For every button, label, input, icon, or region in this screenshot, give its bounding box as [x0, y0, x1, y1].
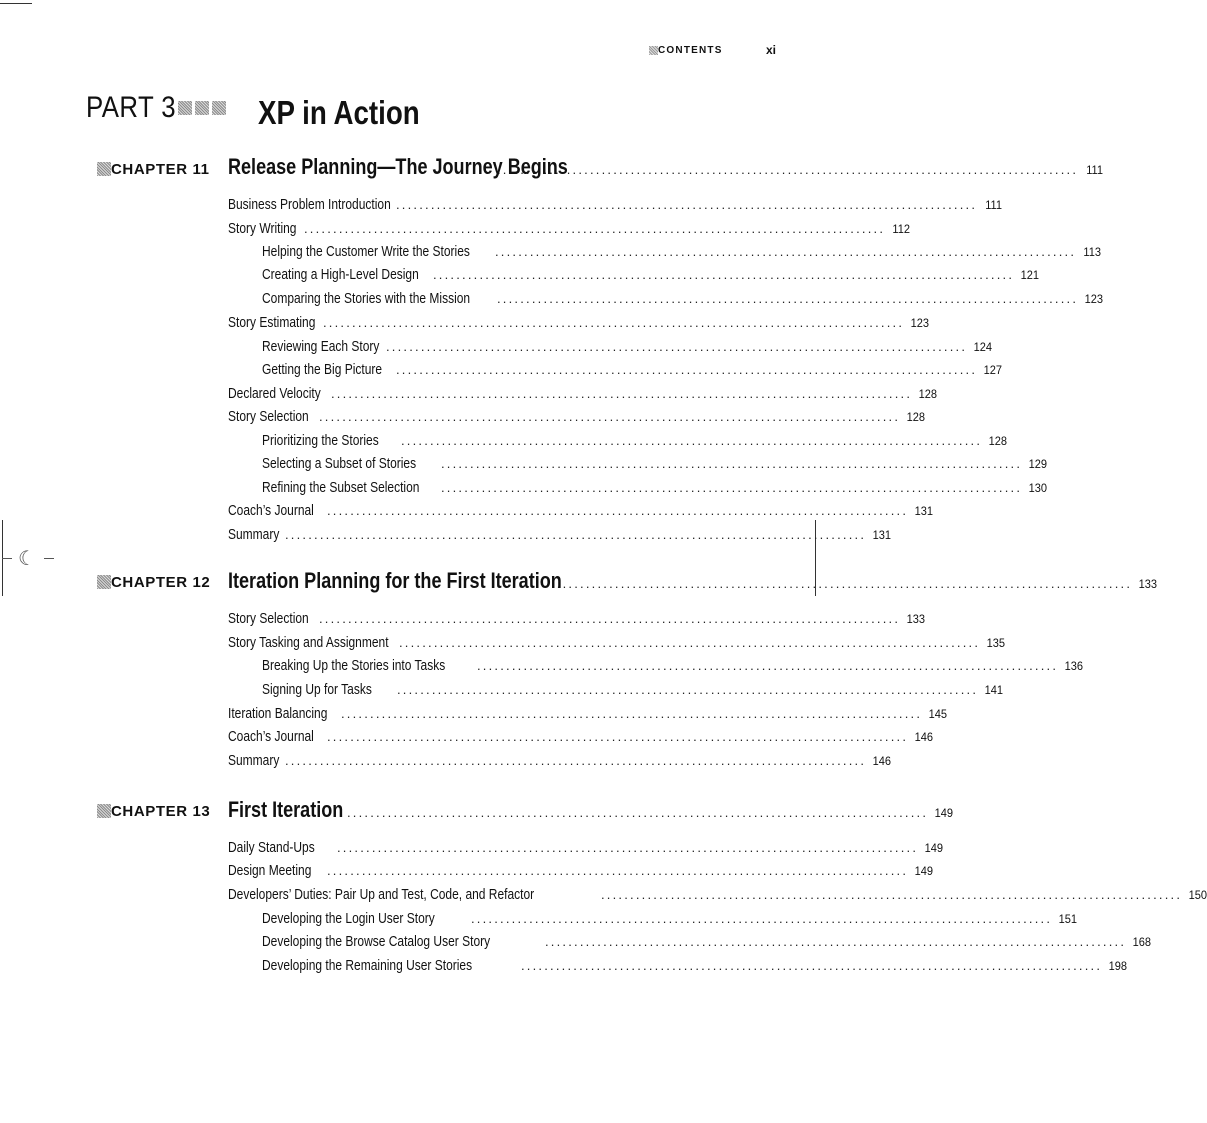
chapter-title-row[interactable]	[228, 568, 1158, 594]
toc-entry[interactable]: Developing the Remaining User Stories .................................................................................................... 198	[262, 957, 1128, 974]
chapter-page-number: 133	[1138, 577, 1158, 591]
toc-entry[interactable]: Comparing the Stories with the Mission .................................................................................................... 123	[262, 290, 1104, 307]
page-number: 113	[1083, 245, 1102, 259]
running-head-block-icon	[649, 46, 658, 55]
dot-leader: ....................................................................................................	[551, 576, 1133, 591]
part-square-icon	[178, 101, 192, 115]
registration-dash-left	[2, 558, 12, 559]
page-number: 124	[973, 340, 993, 354]
page-number: 146	[872, 754, 892, 768]
crop-mark-top	[0, 3, 32, 4]
toc-entry[interactable]: Selecting a Subset of Stories .................................................................................................... 129	[262, 455, 1048, 472]
toc-entry[interactable]: Story Tasking and Assignment .................................................................................................... 135	[228, 634, 1006, 651]
page-number: 128	[988, 434, 1008, 448]
chapter-page-number: 149	[934, 806, 954, 820]
chapter-title-row[interactable]	[228, 797, 954, 823]
page-number: 111	[985, 198, 1003, 212]
page-number: 112	[892, 222, 911, 236]
page-number: 123	[1084, 292, 1104, 306]
page-number: 127	[983, 363, 1003, 377]
toc-entry[interactable]: Developing the Browse Catalog User Story .................................................................................................... 168	[262, 933, 1152, 950]
toc-entry[interactable]: Declared Velocity .................................................................................................... 128	[228, 385, 938, 402]
page-number: 149	[914, 864, 934, 878]
chapter-square-icon	[97, 575, 111, 589]
toc-entry[interactable]: Summary .................................................................................................... 146	[228, 752, 892, 769]
page-number: 135	[986, 636, 1006, 650]
registration-mark-icon: ☾	[18, 546, 36, 570]
chapter-title: Iteration Planning for the First Iteration	[228, 568, 562, 593]
part-label: PART 3	[86, 91, 177, 124]
page-number: 151	[1058, 912, 1078, 926]
chapter-square-icon	[97, 804, 111, 818]
page-number: 130	[1028, 481, 1048, 495]
page-number: 168	[1132, 935, 1152, 949]
part-title: XP in Action	[258, 94, 420, 131]
toc-entry[interactable]: Story Selection .................................................................................................... 128	[228, 408, 926, 425]
page-number: 128	[918, 387, 938, 401]
toc-entry[interactable]: Creating a High-Level Design .................................................................................................... 121	[262, 266, 1040, 283]
toc-entry[interactable]: Iteration Balancing .................................................................................................... 145	[228, 705, 948, 722]
page-number: 121	[1020, 268, 1040, 282]
page-number: 198	[1108, 959, 1128, 973]
page-number: 136	[1064, 659, 1084, 673]
chapter-square-icon	[97, 162, 111, 176]
toc-entry[interactable]: Breaking Up the Stories into Tasks .................................................................................................... 136	[262, 657, 1084, 674]
page-number: 150	[1188, 888, 1207, 902]
part-heading	[86, 91, 420, 135]
page-number: 131	[914, 504, 934, 518]
toc-entry[interactable]: Summary .................................................................................................... 131	[228, 526, 892, 543]
running-head	[560, 44, 776, 58]
toc-entry[interactable]: Story Selection .................................................................................................... 133	[228, 610, 926, 627]
running-head-page-number: xi	[765, 43, 776, 57]
toc-entry[interactable]: Refining the Subset Selection .................................................................................................... 130	[262, 479, 1048, 496]
chapter-label: CHAPTER 11	[97, 161, 210, 179]
page-number: 123	[910, 316, 930, 330]
page-number: 149	[924, 841, 944, 855]
toc-entry[interactable]: Helping the Customer Write the Stories .................................................................................................... 113	[262, 243, 1102, 260]
page-number: 146	[914, 730, 934, 744]
toc-entry[interactable]: Story Writing .................................................................................................... 112	[228, 220, 911, 237]
toc-entry[interactable]: Story Estimating .................................................................................................... 123	[228, 314, 930, 331]
toc-entry[interactable]: Developing the Login User Story .................................................................................................... 151	[262, 910, 1078, 927]
toc-entry[interactable]: Design Meeting .................................................................................................... 149	[228, 862, 934, 879]
toc-entry[interactable]: Prioritizing the Stories .................................................................................................... 128	[262, 432, 1008, 449]
page-number: 133	[906, 612, 926, 626]
dot-leader: ....................................................................................................	[347, 805, 929, 820]
page-number: 145	[928, 707, 948, 721]
toc-entry[interactable]: Business Problem Introduction .................................................................................................... 111	[228, 196, 1003, 213]
chapter-label: CHAPTER 12	[97, 574, 210, 592]
part-square-icon	[212, 101, 226, 115]
toc-entry[interactable]: Coach’s Journal .................................................................................................... 131	[228, 502, 934, 519]
toc-entry[interactable]: Daily Stand-Ups .................................................................................................... 149	[228, 839, 944, 856]
chapter-page-number: 111	[1086, 163, 1104, 177]
chapter-label: CHAPTER 13	[97, 803, 210, 821]
page-number: 141	[984, 683, 1004, 697]
toc-entry[interactable]: Getting the Big Picture .................................................................................................... 127	[262, 361, 1003, 378]
chapter-title: First Iteration	[228, 797, 344, 822]
page-number: 129	[1028, 457, 1048, 471]
part-square-icon	[195, 101, 209, 115]
running-head-label: CONTENTS	[658, 45, 723, 56]
toc-entry[interactable]: Developers’ Duties: Pair Up and Test, Code, and Refactor .................................................................................................... 150	[228, 886, 1207, 903]
page-number: 128	[906, 410, 926, 424]
dot-leader: ....................................................................................................	[497, 162, 1079, 177]
toc-entry[interactable]: Reviewing Each Story .................................................................................................... 124	[262, 338, 993, 355]
toc-entry[interactable]: Signing Up for Tasks .................................................................................................... 141	[262, 681, 1004, 698]
chapter-title: Release Planning—The Journey Begins	[228, 154, 568, 179]
page-number: 131	[872, 528, 892, 542]
registration-dash-right	[44, 558, 54, 559]
chapter-title-row[interactable]	[228, 154, 1104, 180]
toc-entry[interactable]: Coach’s Journal .................................................................................................... 146	[228, 728, 934, 745]
